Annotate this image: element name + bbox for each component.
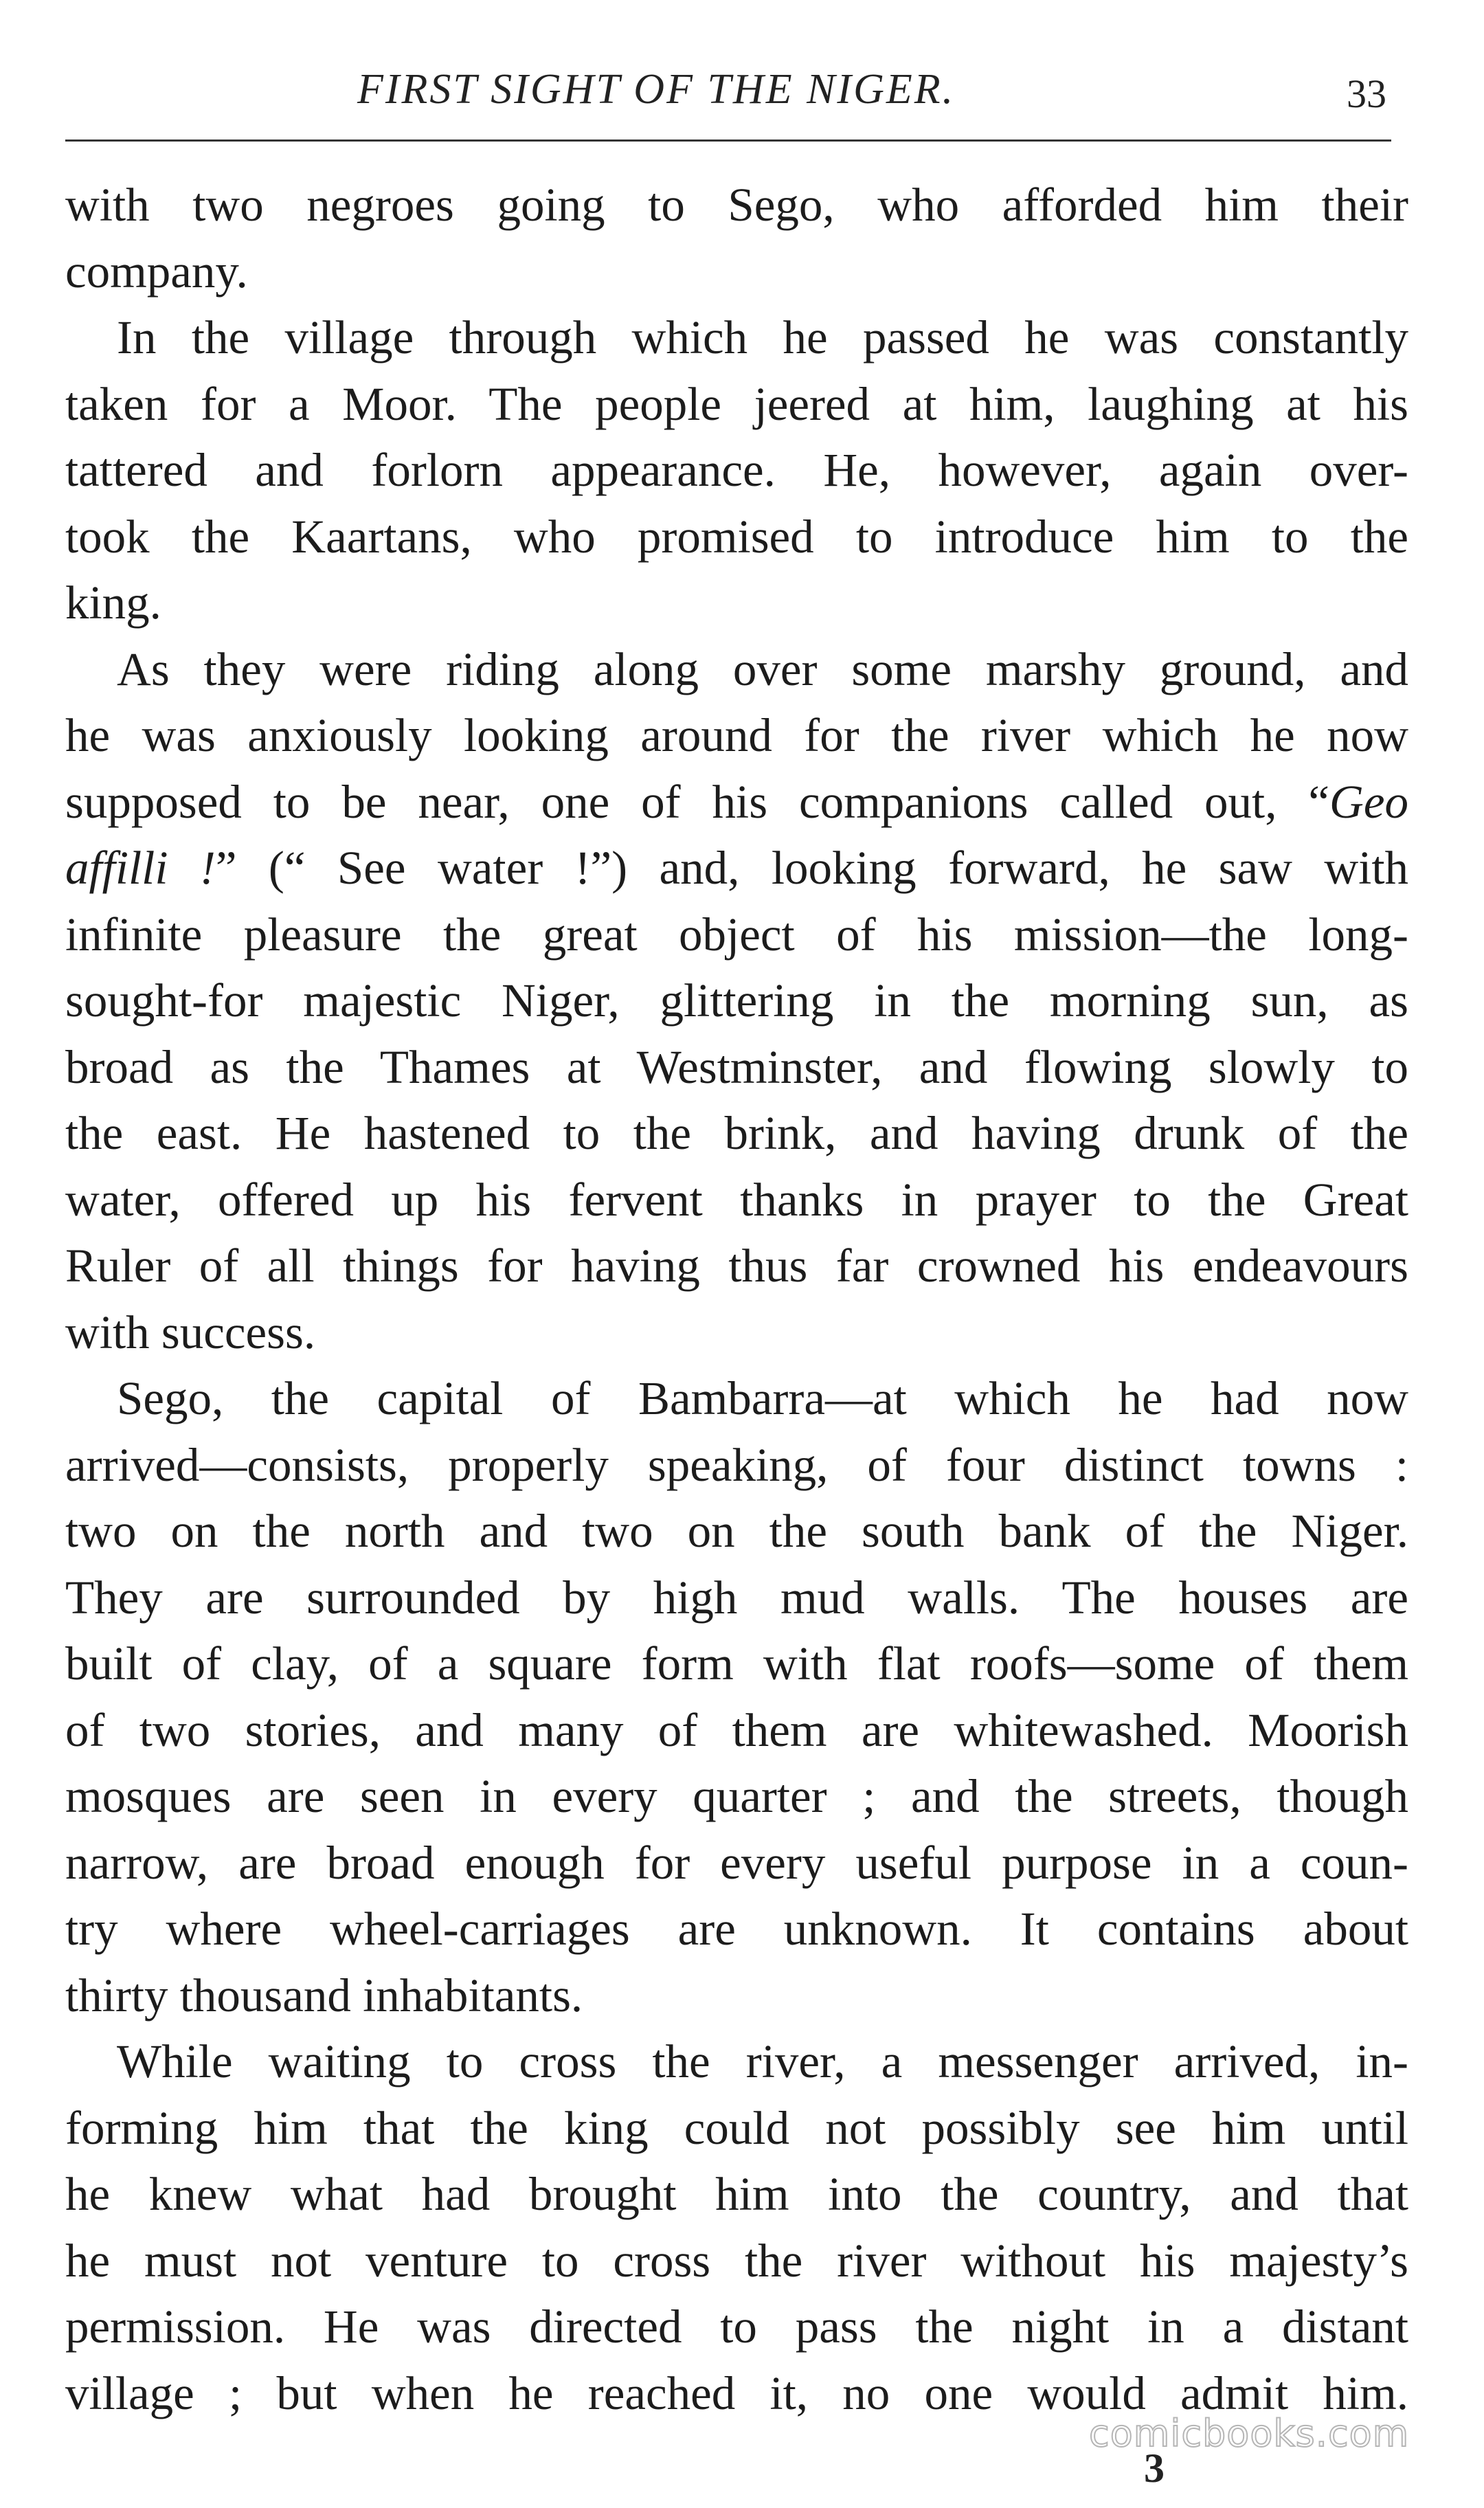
line-text: mosques are seen in every quarter ; and the streets, though: [65, 1770, 1408, 1822]
line-text: supposed to be near, one of his companions called out, “: [65, 775, 1330, 828]
text-line: [65, 304, 1408, 371]
running-title: FIRST SIGHT OF THE NIGER.: [357, 66, 956, 113]
line-text: infinite pleasure the great object of his mission—the long-: [65, 908, 1408, 961]
text-line: [65, 1830, 1408, 1896]
line-text: They are surrounded by high mud walls. The houses are: [65, 1571, 1408, 1624]
line-text: forming him that the king could not possibly see him until: [65, 2101, 1408, 2154]
line-text: Ruler of all things for having thus far crowned his endeavours: [65, 1240, 1408, 1292]
text-line: [65, 2228, 1408, 2294]
text-line: [65, 835, 1408, 902]
line-text: built of clay, of a square form with flat roofs—some of them: [65, 1637, 1408, 1690]
text-line: [65, 1896, 1408, 1962]
line-text: In the village through which he passed he was constantly: [117, 311, 1408, 363]
text-line: [65, 636, 1408, 703]
text-line: [65, 769, 1408, 836]
text-line: [65, 1498, 1408, 1565]
text-line: [65, 1763, 1408, 1830]
text-line: [65, 1962, 1408, 2029]
line-text: of two stories, and many of them are whitewashed. Moorish: [65, 1703, 1408, 1756]
text-line: [65, 1299, 1408, 1366]
line-text: sought-for majestic Niger, glittering in the morning sun, as: [65, 974, 1408, 1027]
text-line: [65, 371, 1408, 438]
page-number: 33: [1347, 71, 1386, 116]
text-line: [65, 1100, 1408, 1167]
line-text: he knew what had brought him into the country, and that: [65, 2168, 1408, 2220]
text-line: [65, 437, 1408, 504]
line-text: he was anxiously looking around for the river which he now: [65, 709, 1408, 761]
text-line: [65, 1233, 1408, 1299]
line-text: with success.: [65, 1306, 316, 1358]
text-line: [65, 1697, 1408, 1764]
line-text: permission. He was directed to pass the night in a distant: [65, 2300, 1408, 2353]
watermark: comicbooks.com: [1089, 2412, 1410, 2455]
text-line: [65, 967, 1408, 1034]
line-text: Sego, the capital of Bambarra—at which he had now: [117, 1372, 1408, 1424]
line-text: taken for a Moor. The people jeered at him, laughing at his: [65, 377, 1408, 430]
text-line: [65, 504, 1408, 570]
text-line: [65, 2028, 1408, 2095]
line-text: he must not venture to cross the river without his majesty’s: [65, 2234, 1408, 2287]
line-text: company.: [65, 245, 248, 298]
line-italic-text: affilli !: [65, 842, 216, 894]
line-text: village ; but when he reached it, no one would admit him.: [65, 2366, 1408, 2419]
text-line: [65, 1365, 1408, 1432]
text-line: [65, 702, 1408, 769]
line-text: two on the north and two on the south bank of the Niger.: [65, 1505, 1408, 1557]
line-text: king.: [65, 576, 161, 629]
text-line: [65, 1167, 1408, 1233]
line-text: broad as the Thames at Westminster, and flowing slowly to: [65, 1040, 1408, 1093]
text-line: [65, 1034, 1408, 1101]
text-line: [65, 570, 1408, 636]
line-text: took the Kaartans, who promised to introduce him to the: [65, 510, 1408, 563]
line-text-continued: ” (“ See water !”) and, looking forward, he saw with: [215, 842, 1409, 894]
line-text: water, offered up his fervent thanks in prayer to the Great: [65, 1173, 1408, 1226]
text-line: [65, 238, 1408, 305]
body-text: [65, 172, 1408, 2426]
line-text: tattered and forlorn appearance. He, however, again over-: [65, 444, 1408, 496]
line-text: thirty thousand inhabitants.: [65, 1969, 583, 2022]
line-text: While waiting to cross the river, a messenger arrived, in-: [117, 2035, 1408, 2087]
line-text: try where wheel-carriages are unknown. It contains about: [65, 1903, 1408, 1955]
text-line: [65, 2161, 1408, 2228]
line-text: narrow, are broad enough for every useful purpose in a coun-: [65, 1836, 1408, 1889]
text-line: [65, 902, 1408, 968]
header-rule: [65, 139, 1391, 142]
signature-mark: 3: [1144, 2445, 1165, 2491]
text-line: [65, 172, 1408, 238]
line-italic-text: Geo: [1329, 775, 1408, 828]
line-text: with two negroes going to Sego, who afforded him their: [65, 179, 1408, 231]
line-text: arrived—consists, properly speaking, of four distinct towns :: [65, 1438, 1408, 1491]
text-line: [65, 2294, 1408, 2360]
text-line: [65, 1432, 1408, 1499]
text-line: [65, 2095, 1408, 2162]
line-text: As they were riding along over some marshy ground, and: [117, 642, 1408, 695]
text-line: [65, 1565, 1408, 1631]
text-line: [65, 1631, 1408, 1697]
line-text: the east. He hastened to the brink, and having drunk of the: [65, 1107, 1408, 1159]
